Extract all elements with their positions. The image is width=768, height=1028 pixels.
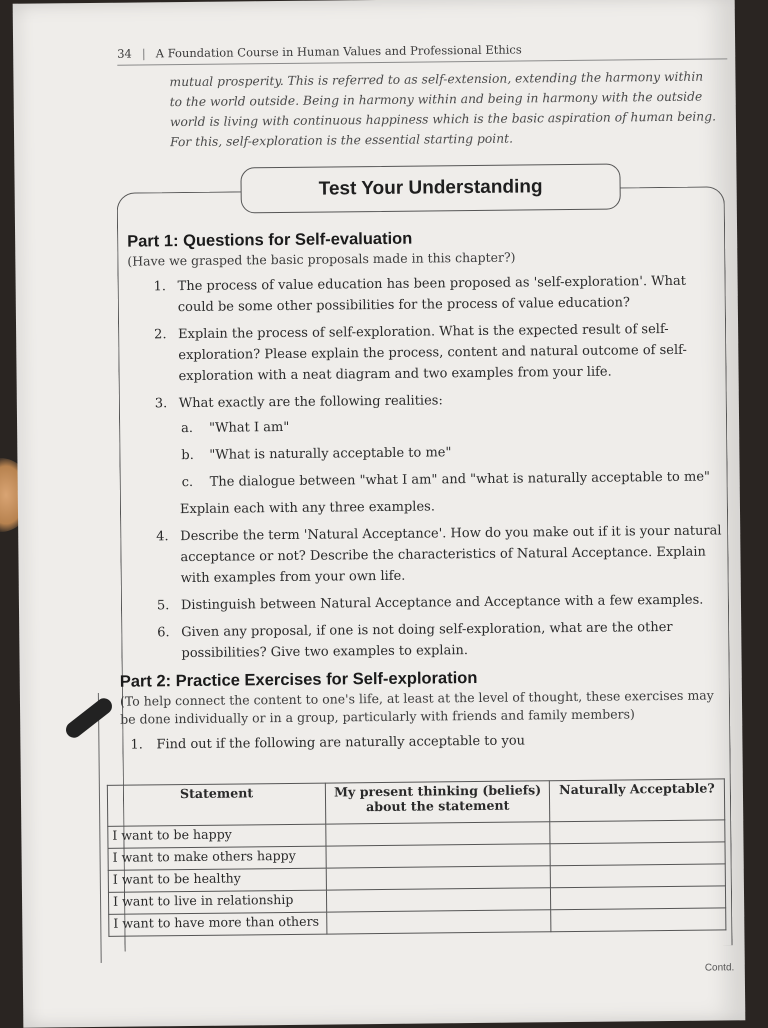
- sub-item: [180, 466, 726, 493]
- sub-item: [179, 412, 725, 439]
- sub-item-letter: b.: [181, 447, 194, 464]
- statement-cell: I want to make others happy: [108, 846, 327, 870]
- sub-item-letter: a.: [181, 420, 194, 437]
- banner-title: Test Your Understanding: [318, 176, 543, 200]
- page-number: 34: [117, 46, 132, 61]
- question-item: [130, 520, 727, 589]
- question-number: 2.: [154, 327, 167, 343]
- question-text: The process of value education has been proposed as 'self-exploration'. What could be some other possibilities for the process of value education?: [177, 273, 687, 316]
- sub-item-text: The dialogue between "what I am" and "what is naturally acceptable to me": [209, 469, 711, 490]
- statement-cell: I want to be healthy: [108, 868, 327, 892]
- question-text: Given any proposal, if one is not doing self-exploration, what are the other possibilities? Give two examples to explain.: [181, 619, 673, 662]
- acceptable-cell: [551, 908, 726, 932]
- section-banner: [240, 163, 620, 213]
- sub-item-letter: c.: [181, 474, 194, 491]
- sub-item-text: "What is naturally acceptable to me": [209, 445, 452, 463]
- thinking-cell: [327, 888, 551, 912]
- part2-subtitle: (To help connect the content to one's life, at least at the level of thought, these exercises may be done individually or in a group, particularly with friends and family members): [119, 687, 714, 727]
- continued-note: Contd.: [704, 962, 735, 974]
- header-separator: |: [141, 46, 146, 61]
- acceptable-cell: [551, 886, 726, 910]
- column-header-statement: Statement: [107, 783, 326, 826]
- exercise-number: 1.: [130, 737, 143, 753]
- question-list: [128, 270, 728, 664]
- intro-line: mutual prosperity. This is referred to as self-extension, extending the harmony within: [169, 69, 704, 90]
- part2-title: Part 2: Practice Exercises for Self-exploration: [119, 668, 478, 691]
- question-item: [129, 387, 726, 520]
- part1-title: Part 1: Questions for Self-evaluation: [127, 229, 413, 251]
- acceptable-cell: [550, 864, 725, 888]
- question-number: 6.: [157, 625, 170, 641]
- acceptable-cell: [550, 820, 725, 844]
- thinking-cell: [327, 866, 551, 890]
- question-number: 5.: [156, 598, 170, 614]
- table-header-row: [107, 779, 724, 826]
- acceptance-table: [107, 778, 727, 936]
- statement-cell: I want to have more than others: [109, 912, 328, 936]
- sub-item-text: "What I am": [209, 419, 290, 436]
- intro-paragraph: [169, 66, 725, 152]
- question-item: [128, 318, 725, 387]
- question-number: 3.: [154, 396, 168, 412]
- question-text: Distinguish between Natural Acceptance and Acceptance with a few examples.: [180, 592, 704, 614]
- question-text: What exactly are the following realities:: [178, 393, 443, 412]
- column-header-thinking: My present thinking (beliefs) about the statement: [326, 781, 550, 824]
- question-text: Explain the process of self-exploration. What is the expected result of self-exploration? Please explain the process, content and natural outcome of self-exploration with a neat diagram and two examples from your life.: [178, 321, 687, 385]
- column-header-acceptable: Naturally Acceptable?: [549, 779, 724, 822]
- question-item: [131, 616, 727, 664]
- sub-item: [179, 439, 725, 466]
- left-margin-rule: [98, 693, 102, 963]
- question-item: [131, 589, 727, 616]
- book-title: A Foundation Course in Human Values and Professional Ethics: [155, 42, 522, 61]
- sub-item-list: [179, 412, 726, 493]
- question-number: 1.: [153, 279, 167, 295]
- question-number: 4.: [156, 529, 169, 545]
- exercise-text: Find out if the following are naturally acceptable to you: [156, 733, 526, 753]
- part1-subtitle: (Have we grasped the basic proposals made in this chapter?): [127, 249, 516, 269]
- statement-cell: I want to be happy: [108, 824, 327, 848]
- intro-line: to the world outside. Being in harmony within and being in harmony with the outside: [169, 89, 703, 110]
- book-page: [13, 0, 746, 1028]
- section-content: [119, 226, 728, 755]
- running-header: [117, 40, 727, 65]
- thinking-cell: [326, 844, 550, 868]
- statement-cell: I want to live in relationship: [108, 890, 327, 914]
- question-text: Describe the term 'Natural Acceptance'. How do you make out if it is your natural acceptance or not? Describe the characteristics of Natural Acceptance. Explain with examples from your own life.: [180, 523, 722, 587]
- intro-line: world is living with continuous happiness which is the basic aspiration of human being.: [169, 109, 717, 130]
- part2-section: [120, 666, 729, 755]
- thinking-cell: [327, 910, 551, 934]
- thinking-cell: [326, 822, 550, 846]
- acceptable-cell: [550, 842, 725, 866]
- q3-instruction: Explain each with any three examples.: [179, 499, 435, 518]
- intro-line: For this, self-exploration is the essential starting point.: [170, 131, 514, 150]
- question-item: [128, 270, 724, 318]
